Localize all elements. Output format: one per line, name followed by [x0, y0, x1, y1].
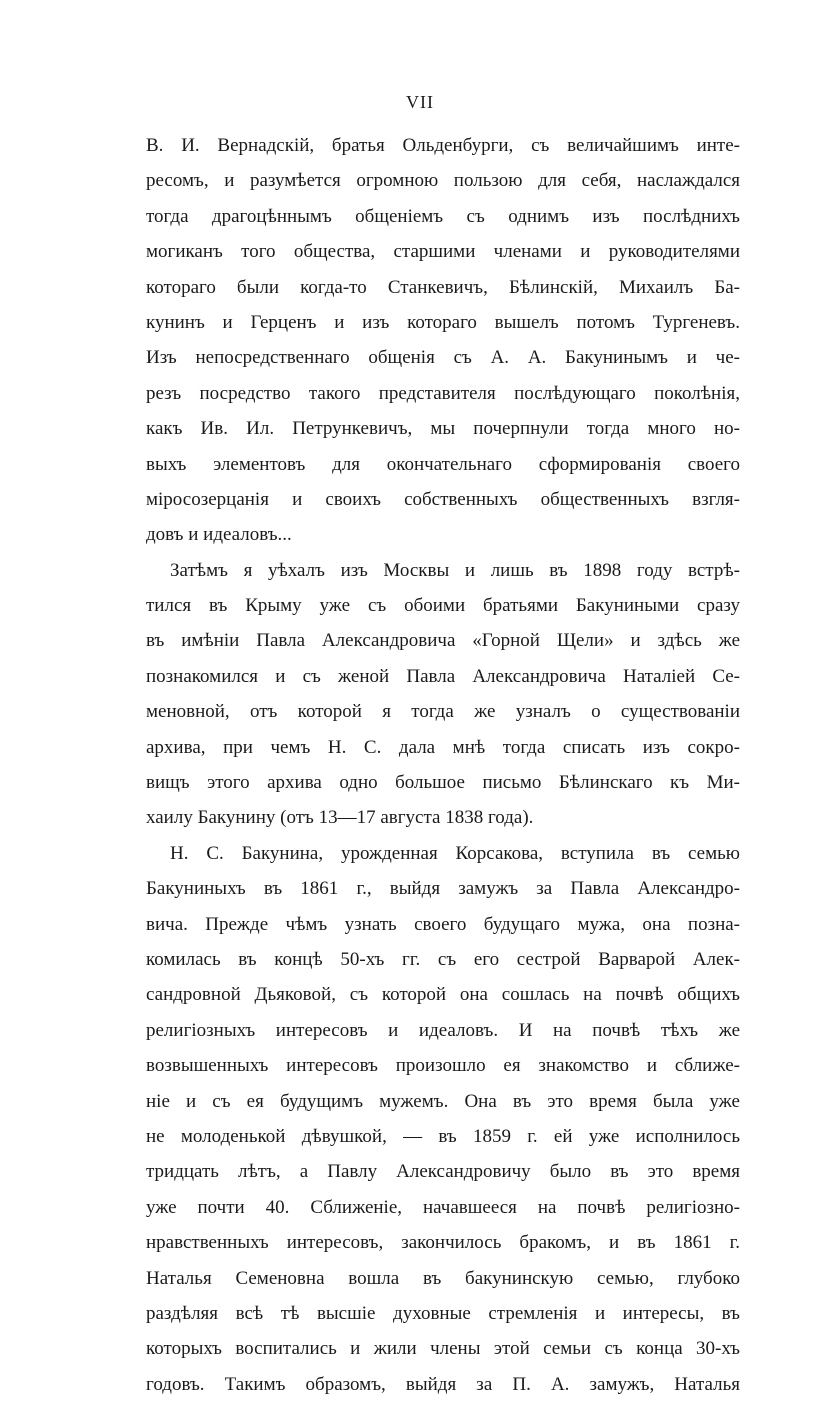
text-line: комилась въ концѣ 50-хъ гг. съ его сестрой Варварой Алек-	[146, 948, 740, 970]
text-line: раздѣляя всѣ тѣ высшіе духовные стремленія и интересы, въ	[146, 1302, 740, 1324]
text-line: довъ и идеаловъ...	[146, 524, 292, 546]
text-line: сандровной Дьяковой, съ которой она сошлась на почвѣ общихъ	[146, 984, 740, 1006]
text-line: могиканъ того общества, старшими членами и руководителями	[146, 241, 740, 263]
text-line: Н. С. Бакунина, урожденная Корсакова, вступила въ семью	[170, 842, 740, 864]
text-line: ніе и съ ея будущимъ мужемъ. Она въ это время была уже	[146, 1090, 740, 1112]
text-line: вищъ этого архива одно большое письмо Бѣлинскаго къ Ми-	[146, 772, 740, 794]
text-line: какъ Ив. Ил. Петрункевичъ, мы почерпнули тогда много но-	[146, 418, 740, 440]
text-line: вича. Прежде чѣмъ узнать своего будущаго мужа, она позна-	[146, 913, 740, 935]
text-line: уже почти 40. Сближеніе, начавшееся на почвѣ религіозно-	[146, 1196, 740, 1218]
page-number: VII	[406, 92, 434, 112]
text-line: Затѣмъ я уѣхалъ изъ Москвы и лишь въ 1898 году встрѣ-	[170, 559, 740, 581]
text-line: кунинъ и Герценъ и изъ котораго вышелъ потомъ Тургеневъ.	[146, 311, 740, 333]
body-text	[146, 128, 740, 1402]
text-line: міросозерцанія и своихъ собственныхъ общественныхъ взгля-	[146, 488, 740, 510]
text-line: не молоденькой дѣвушкой, — въ 1859 г. ей уже исполнилось	[146, 1125, 740, 1147]
text-line: тогда драгоцѣннымъ общеніемъ съ однимъ изъ послѣднихъ	[146, 205, 740, 227]
text-line: возвышенныхъ интересовъ произошло ея знакомство и сближе-	[146, 1055, 740, 1077]
text-line: хаилу Бакунину (отъ 13—17 августа 1838 года).	[146, 807, 534, 829]
text-line: меновной, отъ которой я тогда же узналъ о существованіи	[146, 701, 740, 723]
text-line: выхъ элементовъ для окончательнаго сформированія своего	[146, 453, 740, 475]
text-line: архива, при чемъ Н. С. дала мнѣ тогда списать изъ сокро-	[146, 736, 740, 758]
text-line: нравственныхъ интересовъ, закончилось бракомъ, и въ 1861 г.	[146, 1232, 740, 1254]
text-line: годовъ. Такимъ образомъ, выйдя за П. А. замужъ, Наталья	[146, 1373, 740, 1395]
text-line: Бакуниныхъ въ 1861 г., выйдя замужъ за Павла Александро-	[146, 878, 740, 900]
text-line: ресомъ, и разумѣется огромною пользою для себя, наслаждался	[146, 170, 740, 192]
text-line: религіозныхъ интересовъ и идеаловъ. И на почвѣ тѣхъ же	[146, 1019, 740, 1041]
text-line: Наталья Семеновна вошла въ бакунинскую семью, глубоко	[146, 1267, 740, 1289]
text-line: Изъ непосредственнаго общенія съ А. А. Бакунинымъ и че-	[146, 347, 740, 369]
text-line: тридцать лѣтъ, а Павлу Александровичу было въ это время	[146, 1161, 740, 1183]
text-line: познакомился и съ женой Павла Александровича Наталіей Се-	[146, 665, 740, 687]
text-line: въ имѣніи Павла Александровича «Горной Щели» и здѣсь же	[146, 630, 740, 652]
text-line: которыхъ воспитались и жили члены этой семьи съ конца 30-хъ	[146, 1338, 740, 1360]
text-line: котораго были когда-то Станкевичъ, Бѣлинскій, Михаилъ Ба-	[146, 276, 740, 298]
text-line: резъ посредство такого представителя послѣдующаго поколѣнія,	[146, 382, 740, 404]
text-line: тился въ Крыму уже съ обоими братьями Бакуниными сразу	[146, 595, 740, 617]
text-line: В. И. Вернадскій, братья Ольденбурги, съ величайшимъ инте-	[146, 135, 740, 156]
